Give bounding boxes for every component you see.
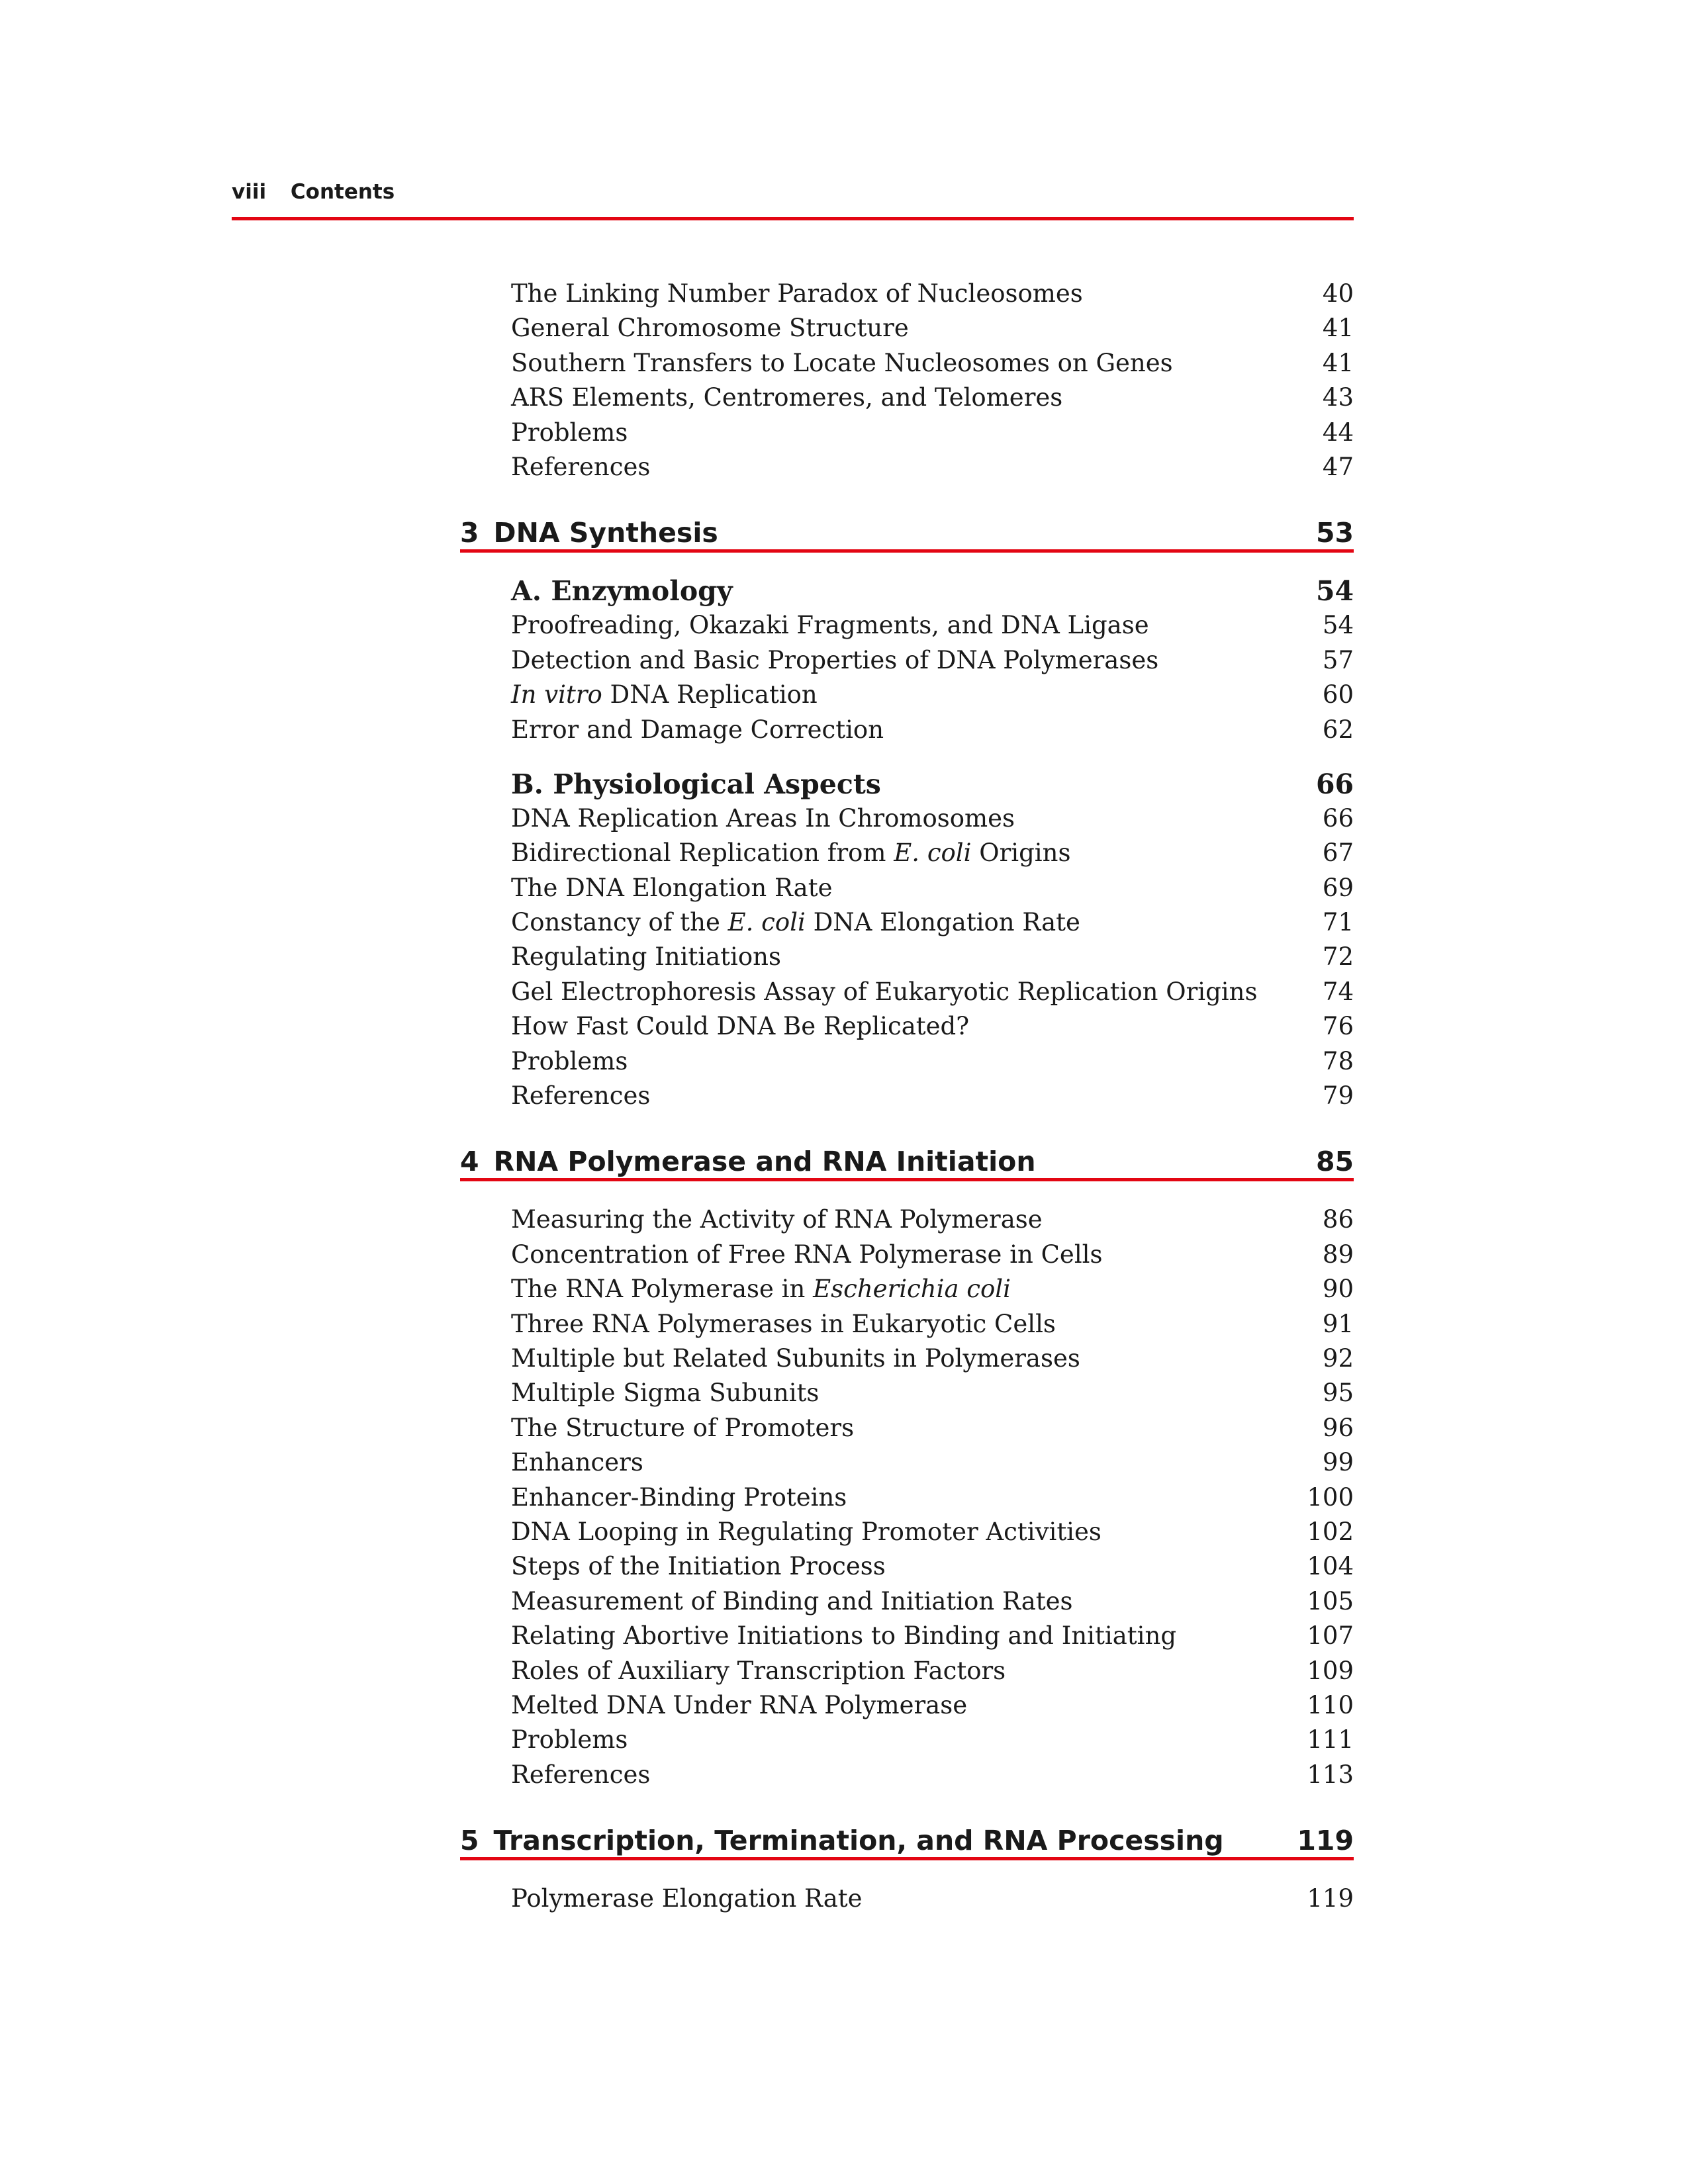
entry-page: 47 (1322, 452, 1354, 481)
chapter-title: DNA Synthesis (493, 517, 718, 549)
entry-page: 66 (1322, 803, 1354, 833)
entry-title: Problems (511, 418, 628, 447)
entry-page: 95 (1322, 1379, 1354, 1408)
chapter-title: RNA Polymerase and RNA Initiation (493, 1146, 1036, 1178)
entry-page: 60 (1322, 680, 1354, 709)
section-heading-physiological-aspects[interactable] (460, 767, 1354, 801)
toc-entry[interactable] (460, 1445, 1354, 1480)
toc-entry[interactable] (460, 801, 1354, 836)
toc-entry[interactable] (460, 1376, 1354, 1410)
entry-title: Gel Electrophoresis Assay of Eukaryotic Replication Origins (511, 977, 1258, 1006)
chapter-number: 5 (460, 1825, 479, 1857)
entry-title: The Structure of Promoters (511, 1413, 855, 1442)
entry-title (511, 905, 1080, 940)
entry-title: Problems (511, 1046, 628, 1075)
chapter-number: 3 (460, 517, 479, 549)
entry-title: Multiple but Related Subunits in Polymerases (511, 1343, 1080, 1373)
entry-page: 105 (1307, 1586, 1354, 1615)
entry-page: 78 (1322, 1046, 1354, 1075)
entry-page: 74 (1322, 977, 1354, 1006)
entry-title: Relating Abortive Initiations to Binding and Initiating (511, 1621, 1176, 1651)
chapter-page: 119 (1297, 1825, 1354, 1857)
chapter-number: 4 (460, 1146, 479, 1178)
entry-title: References (511, 1760, 651, 1789)
running-header (232, 176, 1354, 220)
entry-title: DNA Looping in Regulating Promoter Activities (511, 1517, 1102, 1546)
entry-title: Three RNA Polymerases in Eukaryotic Cells (511, 1309, 1056, 1338)
entry-title: Southern Transfers to Locate Nucleosomes on Genes (511, 348, 1173, 377)
toc-entry[interactable] (460, 1272, 1354, 1306)
entry-title-italic: In vitro (511, 680, 602, 709)
entry-title: The DNA Elongation Rate (511, 873, 833, 902)
toc-entry[interactable] (460, 975, 1354, 1009)
toc-entry[interactable] (460, 643, 1354, 678)
entry-page: 62 (1322, 715, 1354, 744)
section-page: 66 (1315, 768, 1354, 800)
section-page: 54 (1315, 575, 1354, 608)
section-title: B. Physiological Aspects (511, 768, 881, 800)
toc-entry[interactable] (460, 608, 1354, 643)
chapter-page: 85 (1315, 1146, 1354, 1178)
toc-entry[interactable] (460, 1882, 1354, 1916)
entry-title: Multiple Sigma Subunits (511, 1379, 820, 1408)
entry-title (511, 678, 818, 712)
entry-page: 44 (1322, 418, 1354, 447)
chapter-page: 53 (1315, 517, 1354, 549)
entry-title-post: Origins (971, 839, 1071, 868)
entry-title-post: DNA Elongation Rate (805, 908, 1080, 937)
toc-entry[interactable] (460, 1342, 1354, 1376)
entry-page: 92 (1322, 1343, 1354, 1373)
section-heading-enzymology[interactable] (460, 574, 1354, 608)
entry-title-italic: Escherichia coli (813, 1275, 1011, 1304)
entry-title: Enhancers (511, 1448, 643, 1477)
entry-page: 100 (1307, 1482, 1354, 1512)
entry-title: Measurement of Binding and Initiation Rates (511, 1586, 1073, 1615)
entry-page: 113 (1307, 1760, 1354, 1789)
entry-title-pre: Bidirectional Replication from (511, 839, 894, 868)
entry-title: Roles of Auxiliary Transcription Factors (511, 1656, 1006, 1685)
entry-page: 99 (1322, 1448, 1354, 1477)
toc-entry[interactable] (460, 1238, 1354, 1272)
toc-entry[interactable] (460, 678, 1354, 712)
entry-title: Proofreading, Okazaki Fragments, and DNA Ligase (511, 611, 1149, 640)
entry-title: Measuring the Activity of RNA Polymerase (511, 1205, 1043, 1234)
running-title: Contents (290, 180, 395, 204)
toc-entry[interactable] (460, 1009, 1354, 1044)
entry-page: 40 (1322, 279, 1354, 308)
entry-title: Problems (511, 1725, 628, 1754)
entry-title: Polymerase Elongation Rate (511, 1884, 863, 1913)
entry-title: Detection and Basic Properties of DNA Polymerases (511, 645, 1159, 674)
entry-page: 96 (1322, 1413, 1354, 1442)
toc-entry[interactable] (460, 1203, 1354, 1237)
entry-title: Melted DNA Under RNA Polymerase (511, 1690, 968, 1719)
entry-page: 76 (1322, 1012, 1354, 1041)
entry-page: 111 (1307, 1725, 1354, 1754)
entry-page: 110 (1307, 1690, 1354, 1719)
entry-title: References (511, 1081, 651, 1111)
entry-title (511, 836, 1070, 870)
chapter-heading-3[interactable] (460, 508, 1354, 553)
entry-page: 79 (1322, 1081, 1354, 1111)
entry-title: Enhancer-Binding Proteins (511, 1482, 847, 1512)
chapter-heading-4[interactable] (460, 1137, 1354, 1181)
toc-entry[interactable] (460, 713, 1354, 747)
toc-entry[interactable] (460, 1619, 1354, 1653)
entry-title-italic: E. coli (894, 839, 972, 868)
entry-page: 57 (1322, 645, 1354, 674)
page-number: viii (232, 180, 267, 204)
entry-title: DNA Replication Areas In Chromosomes (511, 803, 1015, 833)
entry-title: General Chromosome Structure (511, 314, 909, 343)
toc-entry[interactable] (460, 1758, 1354, 1792)
entry-title (511, 1272, 1011, 1306)
chapter-title: Transcription, Termination, and RNA Processing (493, 1825, 1224, 1857)
entry-title: Regulating Initiations (511, 942, 781, 972)
toc-entry[interactable] (460, 1411, 1354, 1445)
toc-entry[interactable] (460, 277, 1354, 311)
toc-entry[interactable] (460, 1549, 1354, 1584)
toc-entry[interactable] (460, 1688, 1354, 1723)
entry-title: References (511, 452, 651, 481)
entry-page: 107 (1307, 1621, 1354, 1651)
toc-entry[interactable] (460, 1515, 1354, 1549)
entry-title: ARS Elements, Centromeres, and Telomeres (511, 383, 1063, 412)
toc-entry[interactable] (460, 416, 1354, 450)
entry-page: 72 (1322, 942, 1354, 972)
toc-entry[interactable] (460, 1480, 1354, 1515)
entry-title: How Fast Could DNA Be Replicated? (511, 1012, 970, 1041)
entry-page: 119 (1307, 1884, 1354, 1913)
toc-entry[interactable] (460, 1584, 1354, 1619)
section-title: A. Enzymology (511, 575, 733, 608)
entry-page: 90 (1322, 1275, 1354, 1304)
toc-entry[interactable] (460, 836, 1354, 870)
toc-entry[interactable] (460, 450, 1354, 484)
entry-title-rest: DNA Replication (602, 680, 818, 709)
toc-entry[interactable] (460, 1654, 1354, 1688)
toc-entry[interactable] (460, 1079, 1354, 1113)
entry-title-pre: The RNA Polymerase in (511, 1275, 814, 1304)
entry-title-pre: Constancy of the (511, 908, 728, 937)
entry-title: Error and Damage Correction (511, 715, 884, 744)
toc-entry[interactable] (460, 311, 1354, 345)
entry-title: Concentration of Free RNA Polymerase in Cells (511, 1240, 1103, 1269)
entry-page: 109 (1307, 1656, 1354, 1685)
toc-entry[interactable] (460, 1044, 1354, 1079)
entry-page: 41 (1322, 348, 1354, 377)
entry-page: 86 (1322, 1205, 1354, 1234)
entry-title-italic: E. coli (727, 908, 806, 937)
entry-page: 91 (1322, 1309, 1354, 1338)
entry-page: 54 (1322, 611, 1354, 640)
entry-page: 67 (1322, 839, 1354, 868)
chapter-heading-5[interactable] (460, 1816, 1354, 1860)
toc-entry[interactable] (460, 1723, 1354, 1757)
toc-entry[interactable] (460, 1307, 1354, 1342)
toc-entry[interactable] (460, 346, 1354, 381)
entry-page: 41 (1322, 314, 1354, 343)
entry-page: 102 (1307, 1517, 1354, 1546)
entry-page: 69 (1322, 873, 1354, 902)
toc-entry[interactable] (460, 381, 1354, 415)
entry-page: 89 (1322, 1240, 1354, 1269)
toc-entry[interactable] (460, 871, 1354, 905)
entry-title: Steps of the Initiation Process (511, 1552, 886, 1581)
toc-entry[interactable] (460, 905, 1354, 940)
table-of-contents (460, 277, 1354, 1916)
entry-title: The Linking Number Paradox of Nucleosomes (511, 279, 1083, 308)
entry-page: 71 (1322, 908, 1354, 937)
toc-entry[interactable] (460, 940, 1354, 974)
entry-page: 43 (1322, 383, 1354, 412)
entry-page: 104 (1307, 1552, 1354, 1581)
